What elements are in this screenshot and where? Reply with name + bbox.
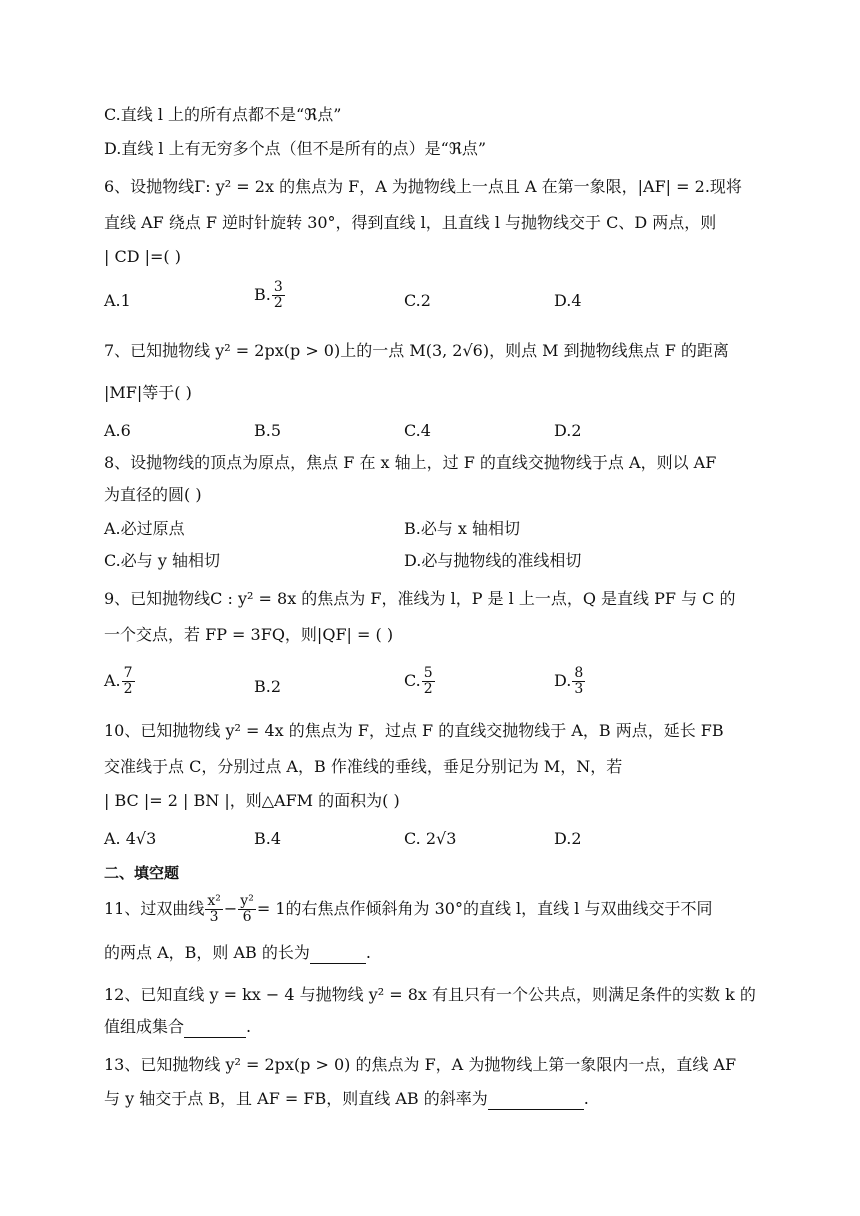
q8-option-b: B.必与 x 轴相切	[404, 519, 521, 538]
q7-option-a: A.6	[104, 421, 131, 440]
q8-option-a: A.必过原点	[104, 519, 185, 538]
q10-option-d: D.2	[554, 829, 582, 848]
q9-option-c-fraction	[422, 666, 435, 697]
q6-line-2: 直线 AF 绕点 F 逆时针旋转 30°，得到直线 l，且直线 l 与抛物线交于 C、D 两点，则	[104, 213, 717, 232]
q6-option-a: A.1	[104, 291, 131, 310]
q10-option-a: A. 4√3	[104, 829, 157, 848]
q10-option-c: C. 2√3	[404, 829, 457, 848]
q9-option-a-fraction	[122, 666, 135, 697]
fraction-numerator: 5	[423, 665, 433, 681]
q10-line-3: | BC |= 2 | BN |，则△AFM 的面积为( )	[104, 791, 400, 810]
q6-option-b	[254, 280, 286, 311]
q13-line-1: 13、已知抛物线 y² = 2px(p > 0) 的焦点为 F，A 为抛物线上第一象限内一点，直线 AF	[104, 1055, 737, 1074]
q12-text: 值组成集合	[104, 1017, 185, 1036]
q11-equals: = 1	[256, 899, 286, 918]
q11-line-2	[104, 942, 371, 964]
q6-option-c: C.2	[404, 291, 431, 310]
q13-answer-blank[interactable]	[488, 1093, 584, 1110]
q8-option-c: C.必与 y 轴相切	[104, 551, 220, 570]
section-fill-in-title: 二、填空题	[104, 864, 180, 882]
q10-option-b: B.4	[254, 829, 282, 848]
q11-minus: −	[223, 899, 238, 918]
q9-option-a-label: A.	[104, 671, 121, 690]
q12-line-1: 12、已知直线 y = kx − 4 与抛物线 y² = 8x 有且只有一个公共点，则满足条件的实数 k 的	[104, 985, 756, 1004]
q12-answer-blank[interactable]	[184, 1021, 246, 1038]
q7-line-2: |MF|等于( )	[104, 383, 192, 402]
q10-line-2: 交准线于点 C，分别过点 A，B 作准线的垂线，垂足分别记为 M，N，若	[104, 757, 623, 776]
q11-prefix: 11、过双曲线	[104, 899, 205, 918]
q9-option-c	[404, 666, 436, 697]
q9-option-d-label: D.	[554, 671, 572, 690]
fraction-denominator: 3	[574, 681, 584, 697]
q5-option-d: D.直线 l 上有无穷多个点（但不是所有的点）是“ℜ点”	[104, 139, 487, 158]
q9-option-a	[104, 666, 136, 697]
q11-y-fraction	[238, 894, 256, 925]
q6-line-1: 6、设抛物线Γ: y² = 2x 的焦点为 F，A 为抛物线上一点且 A 在第一象限，|AF| = 2.现将	[104, 177, 742, 196]
fraction-numerator: 3	[273, 279, 283, 295]
q6-option-b-fraction	[272, 280, 285, 311]
q12-end: .	[246, 1017, 252, 1036]
q8-option-d: D.必与抛物线的准线相切	[404, 551, 582, 570]
q13-text: 与 y 轴交于点 B，且 AF = FB，则直线 AB 的斜率为	[104, 1089, 488, 1108]
fraction-denominator: 3	[209, 909, 219, 925]
q13-end: .	[583, 1089, 589, 1108]
q11-x-fraction	[205, 894, 223, 925]
q11-answer-blank[interactable]	[310, 947, 366, 964]
fraction-numerator: x²	[207, 893, 221, 909]
q11-suffix: 的右焦点作倾斜角为 30°的直线 l，直线 l 与双曲线交于不同	[285, 899, 713, 918]
q7-option-b: B.5	[254, 421, 282, 440]
q7-option-c: C.4	[404, 421, 431, 440]
q9-option-c-label: C.	[404, 671, 421, 690]
q5-option-c: C.直线 l 上的所有点都不是“ℜ点”	[104, 105, 342, 124]
fraction-denominator: 2	[423, 681, 433, 697]
fraction-numerator: 8	[574, 665, 584, 681]
q10-line-1: 10、已知抛物线 y² = 4x 的焦点为 F，过点 F 的直线交抛物线于 A，B 两点，延长 FB	[104, 721, 724, 740]
fraction-numerator: y²	[240, 893, 254, 909]
fraction-denominator: 2	[273, 295, 283, 311]
q7-option-d: D.2	[554, 421, 582, 440]
q11-end: .	[365, 943, 371, 962]
q9-option-b: B.2	[254, 677, 282, 696]
q6-option-d: D.4	[554, 291, 582, 310]
fraction-denominator: 6	[242, 909, 252, 925]
q12-line-2	[104, 1016, 251, 1038]
fraction-numerator: 7	[123, 665, 133, 681]
q6-option-b-label: B.	[254, 285, 271, 304]
q8-line-2: 为直径的圆( )	[104, 485, 202, 504]
q7-line-1: 7、已知抛物线 y² = 2px(p > 0)上的一点 M(3, 2√6)，则点 M 到抛物线焦点 F 的距离	[104, 341, 729, 360]
q13-line-2	[104, 1088, 589, 1110]
fraction-denominator: 2	[123, 681, 133, 697]
q11-line-1	[104, 894, 712, 925]
q8-line-1: 8、设抛物线的顶点为原点，焦点 F 在 x 轴上，过 F 的直线交抛物线于点 A，则以 AF	[104, 453, 717, 472]
q6-line-3: | CD |=( )	[104, 247, 181, 266]
q9-option-d-fraction	[572, 666, 585, 697]
q9-option-d	[554, 666, 586, 697]
q9-line-1: 9、已知抛物线C : y² = 8x 的焦点为 F，准线为 l，P 是 l 上一点，Q 是直线 PF 与 C 的	[104, 589, 736, 608]
q9-line-2: 一个交点，若 FP = 3FQ，则|QF| = ( )	[104, 625, 394, 644]
q11-text: 的两点 A，B，则 AB 的长为	[104, 943, 310, 962]
